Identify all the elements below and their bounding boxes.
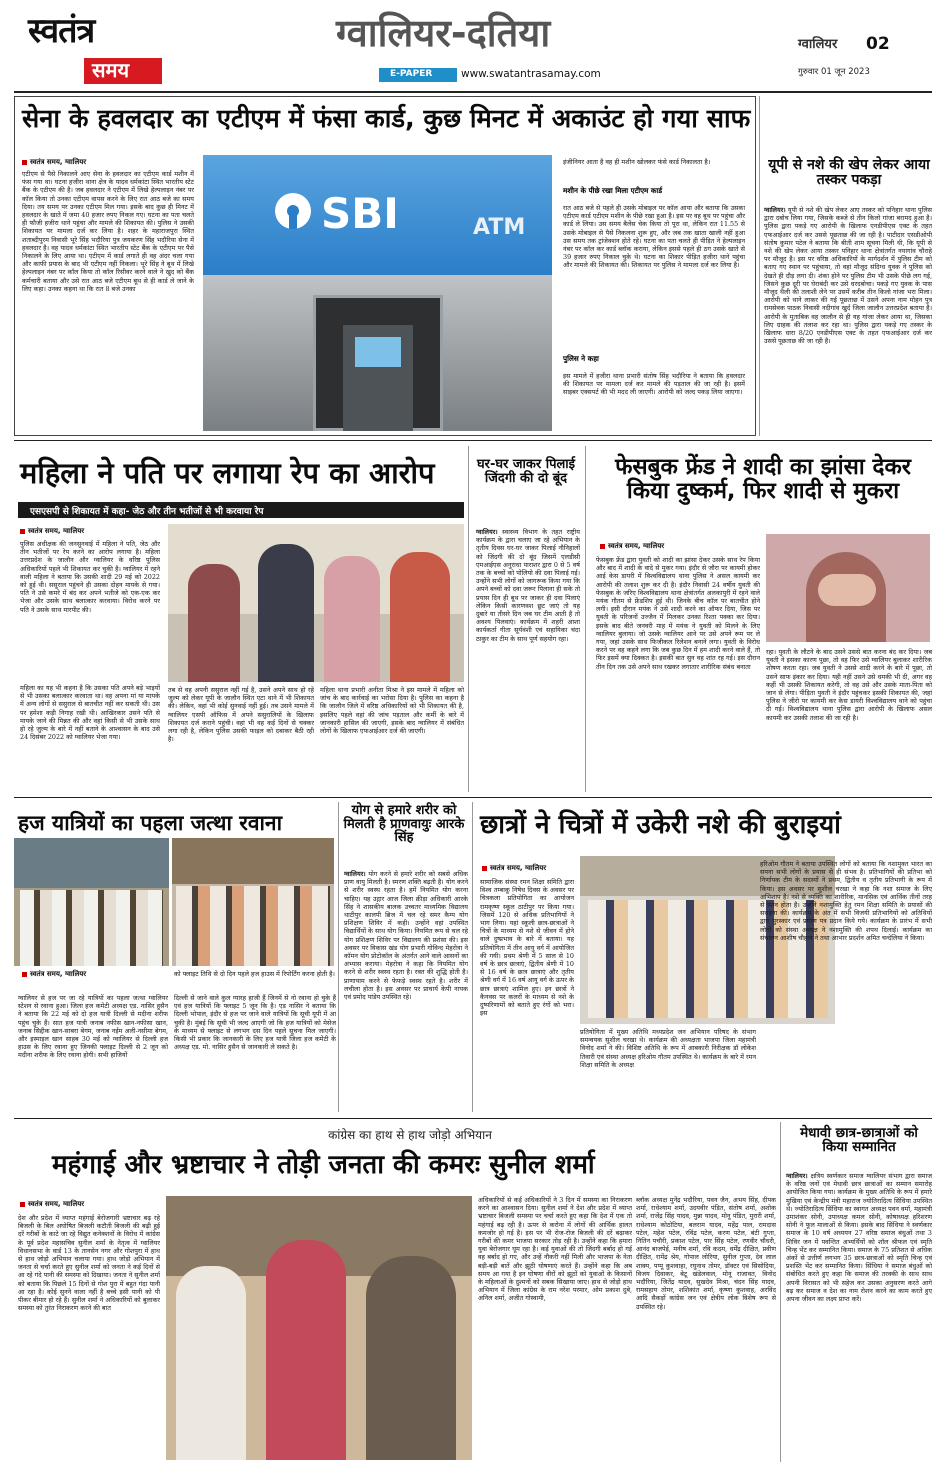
section-rule-2 <box>14 797 932 798</box>
yoga-text <box>344 870 468 1110</box>
story-atm-col1: एटीएम से पैसे निकालने आए सेना के हवलदार का एटीएम कार्ड मशीन में फंस गया था। घटना हजीरा थाना क्षेत्र के यादव धर्मकांटा स्थित भारतीय स्टेट बैंक के एटीएम की है। जब हवलदार ने एटीएम में लिखे हेल्पलाइन नंबर पर कॉल किया तो उनका एटीएम वापस करने के लिए रात आठ बजे का समय दिया। तय समय पर उनका एटीएम मिल गया। इसके बाद कुछ ही मिनट में हवलदार के खाते में जमा 40 हजार रुपए निकल गए। घटना का पता चलते ही फौजी हजीरा थाने पहुंचा और मामले की शिकायत की। पुलिस ने उसकी शिकायत पर मामला दर्ज कर लिया है। शहर के महाराजपुरा स्थित शताब्दीपुरम निवासी भूरे सिंह भदौरिया पुत्र जयकरण सिंह भदौरिया सेना में हवलदार है। वह यादव धर्मकांटा स्थित भारतीय स्टेट बैंक के एटीएम पर पैसे निकालने के लिए आया था। एटीएम में कार्ड लगाते ही वह अंदर चला गया और काफी प्रयास के बाद भी एटीएम नहीं निकला। भूरे सिंह ने बूथ में लिखे हेल्पलाइन नंबर पर कॉल किया तो कॉल रिसीवर करने वाले ने खुद को बैंक कर्मचारी बताया और उसे रात आठ बजे एटीएम बूथ से ही कार्ड ले जाने के लिए कहा। उनका कहना था कि रात 8 बजे उनका <box>22 170 194 293</box>
story-congress-col1: देश और प्रदेश में व्याप्त महंगाई बेरोजगारी भ्रष्टाचार बढ़ रहे बिजली के बिल अघोषित बिजली कटौती बिजली की बढ़ी हुई दरें गरीबों के काटे जा रहे विद्युत कनेक्शनों के विरोध में कांग्रेस के पूर्व प्रदेश महासचिव सुनील शर्मा के नेतृत्व में ग्वालियर विधानसभा के वार्ड 13 के तानसेन नगर और गोशपुरा में हाथ से हाथ जोड़ो अभियान चलाया गया। हाथ जोड़ो अभियान में जनता से चर्चा करते हुए सुनील शर्मा को जनता ने कई दिनों से आ रहे गंदे पानी की समस्या को दिखाया। जनता ने सुनील शर्मा को बताया कि पिछले 15 दिनों से गोश पुरा में बहुत गंदा पानी आ रहा है। कोई सुनने वाला नहीं है बच्चे इसी पानी को पी पीकर बीमार हो रहे हैं। सुनील शर्मा ने अधिकारियों को बुलाकर समस्या को तुरंत निराकरण करने की बात <box>18 1214 160 1313</box>
sbi-logo-text: SBI <box>321 189 399 238</box>
photo-person-3 <box>324 556 380 682</box>
logo-top: स्वतंत्र <box>28 11 95 51</box>
masthead <box>14 10 932 88</box>
story-fb-col1: फेसबुक फ्रेंड द्वारा युवती को शादी का झांसा देकर उसके साथ रेप किया और बाद में शादी के वादे से मुकर गया। इंदौर से जौरा पर कायमी होकर आई केस डायरी में विश्वविद्यालय थाना पुलिस ने असल कायमी कर आरोपी की तलाश शुरू कर दी है। इंदौर निवासी 24 वर्षीय युवती की फेसबुक के जरिए विश्वविद्यालय थाना क्षेत्रांतर्गत अलकापुरी में रहने वाले मयंक गौतम से फ्रेंडशिप हुई थी। जिनके बीच कॉल पर बातचीत होने लगी। इसी दौरान मयंक ने उसे शादी करने का ऑफर दिया, जिस पर युवती के परिजनों उज्जैन में मिलकर उनका रिश्ता पक्का कर दिया। इसके बाद बीते जनवरी माह में मयंक ने युवती को मिलने के लिए ग्वालियर बुलाया। जो उसके ग्वालियर आने पर उसे अपने रूम पर ले गया, जहां उसके साथ फिजीकल रिलेशन बनाने लगा। युवती के विरोध करने पर वह कहने लगा कि जब कुछ दिन में हम शादी करने वाले हैं, तो फिर इसमें क्या दिक्कत है। इसकी बात सुन वह शांत रह गई। इस दौरान तीन दिन तक उसे अपने साथ रखकर लगातार शारीरिक संबंध बनाता <box>596 556 760 671</box>
story-woman-col3: महिला थाना प्रभारी अनीता मिश्रा ने इस मामले में महिला को जांच के बाद कार्रवाई का भरोसा दिया है। पुलिस का कहना है कि जालौन जिले में वरिष्ठ अधिकारियों को भी शिकायत की है, इसलिए पहले वहां की जांच पड़ताल और कर्मी के बारे में जानकारी हासिल की जाएगी, इसके बाद ग्वालियर में संबंधित लोगों के खिलाफ एफआईआर दर्ज की जाएगी। <box>320 686 464 736</box>
story-congress-col2: अधिकारियों से कई अधिकारियों ने 3 दिन में समस्या का निराकरण करने का आश्वासन दिया। सुनील शर्मा ने देश और प्रदेश में व्याप्त भ्रष्टाचार बिजली समस्या पर चर्चा करते हुए कहा कि देश में एक तो महंगाई बढ़ रही है। ऊपर से करोना में लोगों की आर्थिक हालत कमजोर हो गई है। इस पर भी रोज-रोज बिजली की दरें बढ़ाकर गरीबों की कमर भाजपा सरकार तोड़ रही है। उन्होंने कहा कि हमारा युवा बेरोजगार घूम रहा है। कई युवाओं की तो जिंदगी बर्बाद हो गई वह बर्बाद हो गए, और उन्हें नौकरी नहीं मिली और भाजपा के नेता बड़ी-बड़ी बातें और झूठी घोषणाएं करते हैं। उन्होंने कहा कि अब समय आ गया है इन घोषणा वीरों को झूठों को युवाओं के किसानों के महिलाओं के दुश्मनों को सबक सिखाया जाए। हाथ से जोड़ो हाथ अभियान में जिला कांग्रेस के राम नरेश परमार, ओम प्रकाश दुबे, अनिल शर्मा, अजीत गोस्वामी, <box>478 1196 632 1303</box>
photo-man-right <box>366 1256 456 1460</box>
yoga-body: योग करने से हमारे शरीर को सबसे अधिक प्राण वायु मिलती है। स्मरण शक्ति बढ़ती है। योग करने से शरीर स्वस्थ रहता है। हमें नियमित योग करना चाहिए। यह उद्गार आज जिला क्रीड़ा अधिकारी आरके सिंह ने शासकीय बालक उच्चतर माध्यमिक विद्यालय थाटीपुर कालपी ब्रिज में चल रहे समर कैम्प योग प्रशिक्षण शिविर में कही। उन्होंने वहां उपस्थित विद्यार्थियों के साथ योग किया। नियमित रूप से चल रहे योग प्रशिक्षण शिविर पर विद्यालय की प्रशंसा की। इस अवसर पर विकास खंड योग प्रभारी गोविन्द मेहरोत्रा ने कॉमन योग प्रोटोकॉल के अंतर्गत आने वाले आसनों का अभ्यास कराया। मेहरोत्रा ने कहा कि नियमित योग करने से शरीर स्वस्थ रहता है। रक्त की शुद्धि होती है। प्राणायाम करने से फेफड़े स्वस्थ रहते है। शरीर में लचीला होता है। इस अवसर पर प्राचार्य केपी नायक एवं प्रमोद पांडेय उपस्थित रहे। <box>344 870 468 1002</box>
photo-crowd <box>20 890 163 966</box>
sbi-logo-icon <box>275 193 311 229</box>
story-paint-headline: छात्रों ने चित्रों में उकेरी नशे की बुराइयां <box>480 810 841 840</box>
sidebar-drug-byline: ग्वालियर। <box>764 206 786 214</box>
haj-train-photo <box>172 838 334 966</box>
story-woman-col2: तब से वह अपनी ससुराल नहीं गई है, उसने अपने साथ हो रहे जुल्म को लेकर यूपी के जालौन स्थित एटा थाने में भी शिकायत की। लेकिन, वहां भी कोई सुनवाई नहीं हुई। तब उसने मामले में ग्वालियर एसपी ऑफिस में अपने ससुरालियों के खिलाफ शिकायत दर्ज कराने पहुंची। वहां भी वह कई दिनों से चक्कर लगा रही है, लेकिन पुलिस उसकी फाइल को दबाकर बैठी रही है। <box>168 686 314 744</box>
story-atm-subhead2: पुलिस ने कहा <box>563 354 599 363</box>
story-haj-headline: हज यात्रियों का पहला जत्था रवाना <box>18 811 283 835</box>
polio-divider-right <box>585 446 586 792</box>
photo-hands <box>818 574 876 606</box>
story-atm-col2b: रात आठ बजे से पहले ही उसके मोबाइल पर कॉल आया और बताया कि उसका एटीएम कार्ड एटीएम मशीन के पीछे रखा हुआ है। इस पर वह बूथ पर पहुंचा और कार्ड ले लिया। उस समय बैलेंस चेक किया तो पूरा था, लेकिन रात 11.55 से उसके मोबाइल से पैसे निकलना शुरू हुए, और जब तक खाता खाली नहीं हुआ उस समय तक ट्रांजेक्शन होते रहे। घटना का पता चलते ही पीड़ित ने हेल्पलाइन नंबर पर कॉल कर कार्ड ब्लॉक कराया, लेकिन इससे पहले ही ठग उसके खाते से 39 हजार रुपए निकाल चुके थे। घटना का शिकार पीड़ित हजीरा थाने पहुंचा और मामले की शिकायत की। शिकायत पर पुलिस ने मामला दर्ज कर लिया है। <box>563 204 745 270</box>
story-atm-subhead1: मशीन के पीछे रखा मिला एटीएम कार्ड <box>563 186 663 195</box>
sidebar-drug-text <box>764 206 932 432</box>
photo-person-4 <box>390 552 450 682</box>
section-rule-3 <box>14 1118 932 1119</box>
polio-byline: ग्वालियर। <box>476 528 498 536</box>
story-woman-headline: महिला ने पति पर लगाया रेप का आरोप <box>20 456 435 490</box>
story-congress-byline: स्वतंत्र समय, ग्वालियर <box>20 1200 84 1209</box>
polio-divider-left <box>468 446 469 792</box>
story-fb-byline: स्वतंत्र समय, ग्वालियर <box>600 542 664 551</box>
story-woman-col1a: पुलिस अधीक्षक की जनसुनवाई में महिला ने पति, जेठ और तीन भतीजों पर रेप करने का आरोप लगाया है। महिला उत्तरप्रदेश के जालौन और ग्वालियर के वरिष्ठ पुलिस अधिकारियों पहले भी शिकायत कर चुकी है। ग्वालियर में रहने वाली महिला ने बताया कि उसकी शादी 29 मई को 2022 को हुई थी। ससुराल पहुंचने ही उसका दोहन मायके से गया। पति ने उसे कमरे में बंद कर अपने भतीजे को एक-एक कर भेजा और उसके साथ बलात्कार करवाया। विरोध करने पर पति ने उसके साथ मारपीट की। <box>20 540 160 614</box>
issue-date: गुरुवार 01 जून 2023 <box>798 67 870 77</box>
haj-group-photo <box>14 838 169 966</box>
masthead-rule <box>14 91 932 93</box>
sidebar-merit-body: क्षत्रिय स्वर्णकार समाज ग्वालियर संभाग द्वारा समाज के वरिष्ठ जनों एवं मेधावी छात्र छात्राओं का सम्मान समारोह आयोजित किया गया। कार्यक्रम के मुख्य अतिथि के रूप में हमारे मुखिया एवं केन्द्रीय मंत्री महाराज ज्योतिरादित्य सिंधिया उपस्थित थे। ज्योतिरादित्य सिंधिया का स्वागत अध्यक्ष पवन वर्मा, महामंत्री उमाशंकर सोनी, उपाध्यक्ष कमल सोनी, कोषाध्यक्ष हरिशरण सोनी ने फूल मालाओं से किया। इसके बाद सिंधिया ने स्वर्णकार समाज के 10 वर्ष अध्ययन 27 वरिष्ठ समाज बंधुओं तथा 3 शिविर जन में पवन्तित अभ्यर्थियों को शॉल श्रीफल एवं स्मृति चिन्ह भेंट कर सम्मानित किया। समाज के 75 प्रतिशत से अधिक अंकों से उत्तीर्ण लगभग 35 छात्र-छात्राओं को स्मृति चिन्ह एवं प्रशस्ति भेंट कर सम्मानित किया। सिंधिया ने समाज बंधुओं को संबोधित करते हुए कहा कि समाज की तरक्की के साथ साथ अपनी विरासत को भी सहेज कर उसका अनुसरण करते आगे बढ़ कर समाज व देश का नाम रोशन करने का काम करते हुए अपना जीवन का लक्ष्य प्राप्त करें। <box>786 1172 932 1304</box>
website-link[interactable]: www.swatantrasamay.com <box>461 68 601 80</box>
photo-woman-sari <box>266 1240 346 1460</box>
yoga-headline: योग से हमारे शरीर को मिलती है प्राणवायुः आरके सिंह <box>343 803 465 846</box>
story-haj-col2a: को फ्लाइट तिथि से दो दिन पहले हज हाउस में रिपोर्टिंग करना होती है। <box>174 970 335 978</box>
photo-person-2 <box>258 544 314 682</box>
story-atm-byline: स्वतंत्र समय, ग्वालियर <box>22 158 86 167</box>
story-woman-byline: स्वतंत्र समय, ग्वालियर <box>20 527 84 536</box>
sidebar-drug-divider <box>759 96 760 436</box>
fb-victim-photo <box>766 534 930 642</box>
story-atm-col2a: इंजीनियर आता है वह ही मशीन खोलकर फंसे कार्ड निकालता है। <box>563 158 711 166</box>
atm-sign-text: ATM <box>473 215 526 240</box>
story-haj-col1: ग्वालियर से हज पर जा रहे यात्रियों का पहला जत्था ग्वालियर स्टेशन से रवाना हुआ। जिला हज कमेटी अध्यक्ष एड. नासिर हुसैन ने बताया कि 22 मई को दो हज यात्री दिल्ली से मदीना शरीफ पहुंच चुके हैं। सात हज यात्री जनाब नफीस खान-नफीसा खान, जनाब सिद्दीक खान-साबरा बेगम, जनाब नईम अली-नसीमा बेगम, और इस्माइल खान साहब 30 मई को ग्वालियर से दिल्ली हज हाउस के लिए रवाना हुए जिनकी फ्लाइट दिल्ली से 2 जून को मदीना शरीफ के लिए रवाना होगी। सभी हाजियों <box>18 994 168 1060</box>
yoga-byline: ग्वालियर। <box>344 870 366 878</box>
polio-text <box>476 528 580 790</box>
logo <box>28 11 188 84</box>
sbi-atm-photo <box>203 155 552 431</box>
sidebar-merit-headline: मेधावी छात्र-छात्राओं को किया सम्मानित <box>800 1125 918 1156</box>
story-paint-byline: स्वतंत्र समय, ग्वालियर <box>482 864 546 873</box>
epaper-label: E-PAPER <box>390 69 433 79</box>
logo-bottom: समय <box>92 58 130 82</box>
story-fb-headline: फेसबुक फ्रेंड ने शादी का झांसा देकर किया दुष्कर्म, फिर शादी से मुकरा <box>615 454 911 504</box>
sidebar-merit-byline: ग्वालियर। <box>786 1172 808 1180</box>
story-haj-byline: स्वतंत्र समय, ग्वालियर <box>22 970 86 979</box>
edition-city: ग्वालियर <box>798 37 838 52</box>
polio-body: स्वास्थ्य विभाग के तहत राष्ट्रीय कार्यक्रम के द्वारा चलाए जा रहे अभियान के तृतीय दिवस घर-घर जाकर पिलाई नौनिहालों को जिंदगी की दो बूंद जिसमें एलडीसी एमआईएस अनुराधा पाराशर द्वारा 0 से 5 वर्ष तक के बच्चों को पोलियो की दवा पिलाई गई। उन्होंने सभी लोगों को जागरूक किया गया कि अपने बच्चों को दवा जरूर पिलाना ही सके तो प्रयास दिन ही बूथ पर जाकर ही दवा पिलाएं लेकिन किसी कारणवश छूट जाएं तो यह दुबारे या तीसरे दिन जब घर टीम आती है तो अवश्य पिलवाएं। कार्यक्रम में शहरी आशा कार्यकर्ता गीता सूर्यवंशी एवं सहायिका चंदा ठाकुर का टीम के साथ पूर्ण सहयोग रहा। <box>476 528 580 643</box>
sidebar-merit-text <box>786 1172 932 1460</box>
sidebar-merit-divider <box>780 1122 781 1462</box>
story-woman-subheadline: एसएसपी से शिकायत में कहा- जेठ और तीन भतीजों से भी करवाया रेप <box>30 507 264 517</box>
woman-complaint-photo <box>168 524 464 682</box>
story-paint-col2: प्रतियोगिता में मुख्य अतिथि मध्यप्रदेश जन अभियान परिषद के संभाग समन्वयक सुशील चरखा थे। कार्यक्रम की अध्यक्षता भाजपा जिला महामंत्री विनोद शर्मा ने की। विशिष्ट अतिथि के रूप में आबकारी निरीक्षक डॉ लोकेश तिवारी एवं संस्था अध्यक्ष हरिओम गौतम उपस्थित थे। कार्यक्रम के बारे में रमन शिक्षा समिति के अध्यक्ष <box>580 1028 756 1069</box>
sidebar-drug-headline: यूपी से नशे की खेप लेकर आया तस्कर पकड़ा <box>768 157 930 188</box>
sidebar-drug-body: यूपी से नशे की खेप लेकर आए तस्कर को पनिहार थाना पुलिस द्वारा दबोच लिया गया, जिसके कब्जे से तीन किलो गांजा बरामद हुआ है। पुलिस द्वारा पकड़े गए आरोपी के खिलाफ एनडीपीएस एक्ट के तहत एफआईआर दर्ज कर उससे पूछताछ की जा रही है। पाटीदार एसडीओपी संतोष कुमार पटेल ने बताया कि बीती शाम सूचना मिली थी, कि यूपी से नशे की खेप लेकर आया तस्कर पनिहार थाना क्षेत्रांतर्गत नयागांव चौराहे पर मौजूद है। इस पर वरिष्ठ अधिकारियों के मार्गदर्शन में पुलिस टीम को बताए गए स्थान पर पहुंचाया, तो वहां मौजूद संदिग्ध युवक ने पुलिस को देखते ही दौड़ लगा दी। शंका होने पर पुलिस टीम भी उसके पीछे लग गई, जिसने कुछ दूरी पर घेराबंदी कर उसे धरदबोचा। पकड़े गए युवक के पास मौजूद थैली की तलाशी लेने पर उसमें करीब तीन किलो गांजा भरा मिला। आरोपी को थाने लाकर की गई पूछताछ में उसने अपना नाम मोहन पुत्र रामसेवक पाठक निवासी नदीगांव खुर्द जिला जालौन उत्तरप्रदेश बताया है। आरोपी के मुताबिक वह जालौन से ही यह गांजा लेकर आया था, जिसका लिए ग्राहक की तलाश कर रहा था। पुलिस द्वारा पकड़े गए तस्कर के खिलाफ धारा 8/20 एनडीपीएस एक्ट के तहत एफआईआर दर्ज कर उससे पूछताछ की जा रही है। <box>764 206 932 346</box>
story-congress-headline: महंगाई और भ्रष्टाचार ने तोड़ी जनता की कमरः सुनील शर्मा <box>52 1150 595 1180</box>
edition-title: ग्वालियर-दतिया <box>336 11 551 55</box>
story-woman-col1b: महिला का यह भी कहना है कि उसका पति अपने बड़े भाइयों से भी उसका बलात्कार करवाता था। वह अपना मां या मायके में अन्य लोगों से ससुराल से बातचीत नहीं कर सकती थी। उस पर हमेशा कड़ी निगाह रखी थी। आखिरकार उसने पति से मायके जाने की मिन्नत की और वहां किसी से भी उसके साथ हो रहे जुल्म के बारे में नहीं बताने के आश्वासन के बाद उसे 24 दिसंबर 2022 को ग्वालियर भेजा गया। <box>20 684 160 742</box>
polio-headline: घर-घर जाकर पिलाई जिंदगी की दो बूंद <box>476 457 576 486</box>
yoga-divider-right <box>472 802 473 1112</box>
photo-passengers <box>176 886 330 966</box>
story-congress-kicker: कांग्रेस का हाथ से हाथ जोड़ो अभियान <box>328 1128 492 1142</box>
congress-campaign-photo <box>166 1196 472 1460</box>
story-haj-col2b: दिल्ली से जाने वाले कुल ग्यारह हाजी हैं जिनमें से नो रवाना हो चुके हैं एवं हज यात्रियों कि फ्लाइट 5 जून कि है। एड नासिर ने बताया कि दिल्ली भोपाल, इंदौर से हज पर जाने वाले यात्रियों कि सूची यूपी में आ चुकी है। मुंबई कि सूची भी जल्द आएगी जो कि हज यात्रियों को मेसेज के माध्यम से फ्लाइट से लगभग दस दिन पहले सूचना मिल जाएगी। किसी भी प्रकार कि जानकारी के लिए हज यात्री जिला हज कमेटी के अध्यक्ष एड. मो. नासिर हुसैन से जानकारी ले सकते है। <box>174 994 336 1052</box>
story-fb-col2: रहा। युवती के लौटने के बाद उसने उससे बात करना बंद कर दिया। जब युवती ने इसका कारण पूछा, तो वह फिर उसे ग्वालियर बुलाकर शारीरिक शोषण करता रहा। जब युवती ने उससे शादी करने के बारे में पूछा, तो उसने साफ इंकार कर दिया। यही नहीं उसने उसे धमकी भी दी, अगर वह कहीं भी उसकी शिकायत करेगी, तो वह उसे और उसके माता-पिता को जान से लेगा। पीड़िता युवती ने इंदौर पहुंचकर इसकी शिकायत की, जहां पुलिस ने जीरो पर कायमी कर केस डायरी विश्वविद्यालय थाने को पहुंचा दी गई। विश्वविद्यालय थाना पुलिस द्वारा आरोपी के खिलाफ असल कायमी कर उसकी तलाश की जा रही है। <box>766 648 932 722</box>
story-congress-col3: ब्लॉक अध्यक्ष मुनेंद्र भदौरिया, पवन जैन, अभय सिंह, दीपक शर्मा, राधेश्याम शर्मा, उदयवीर पंडित, संतोष शर्मा, अशोक शर्मा, राजेंद्र सिंह यादव, मुन्ना यादव, मोनू पंडित, मुरारी शर्मा, राधेश्याम कोठोटिया, बलराम यादव, महेंद्र पाल, रामदास पटेल, महेश पटेल, रविंद्र पटेल, करण पटेल, बंटी गुप्ता, नितिन पचौरी, प्रकाश पटेल, पार सिंह पटेल, रणवीर चौधरी, आनंद बाजपेई, मनीष शर्मा, रवि कदम, धर्मेंद्र दीक्षित, प्रवीण दीक्षित, रामेंद्र श्रेय, गोपाल लोरिया, सुनील गुप्ता, देव लाल शाक्य, पप्पू कुशवाहा, रघुनाथ तोमर, डॉक्टर एवं सिसोदिया, विजय दिवाकर, बेटू खंडेलवाल, मोनू राजावत, विनोद भदौरिया, जितेंद्र यादव, सुखदेव मिश्रा, चंदन सिंह यादव, रामसहाय तोमर, शशिकांत शर्मा, कृष्णा कुशवाह, अरविंद आदि सैकड़ों कांग्रेस जन एवं क्षेत्रीय लोक विशेष रूप से उपस्थित रहे। <box>636 1196 776 1311</box>
story-paint-col3: हरिओम गौतम ने बताया उपस्थित लोगों को बताया कि नशामुक्त भारत का सपना सभी लोगों के प्रयास से ही संभव है। प्रतिभागियों की प्रतिभा को निर्णायक टीम के सदस्यों ने प्रथम, द्वितीय व तृतीय प्रतिभागी के रूप में किया। इस अवसर पर सुशील चरखा ने कहा कि नशा समाज के लिए अभिशाप है। नशे से व्यक्ति का शारीरिक, मानसिक एवं आर्थिक तीनों तरह से पतन होता है। उन्होंने नशामुक्ति हेतु रमन शिक्षा समिति के प्रयासों की सराहना की। कार्यक्रम के अंत में सभी विजयी प्रतिभागियों को अतिथियों द्वारा पुरस्कार एवं प्रमाण पत्र प्रदान किये गये। कार्यक्रम के प्रारंभ में सभी लोगों को संस्था अध्यक्ष ने नशामुक्ति की शपथ दिलाई। कार्यक्रम का संचालन आशीष चौहान ने तथा आभार प्रदर्शन अमित चन्देलिया ने किया। <box>760 860 932 942</box>
atm-screen <box>355 337 401 367</box>
story-atm-headline: सेना के हवलदार का एटीएम में फंसा कार्ड, कुछ मिनट में अकाउंट हो गया साफ <box>22 104 751 134</box>
story-paint-col1: सामाजिक संस्था रमन शिक्षा समिति द्वारा विश्व तम्बाकू निषेध दिवस के अवसर पर चित्रकला प्रतियोगिता का आयोजन रामकृष्ण स्कूल ठाटीपुर पर किया गया। जिसमें 120 से अधिक प्रतिभागियों ने भाग लिया। यहां स्कूली छात्र-छात्राओं ने चित्रों के माध्यम से नशे से जीवन में होने वाले दुष्प्रभाव के बारे में बताया। यह प्रतियोगिता में तीन आयु वर्ग में आयोजित की गयी। प्रथम श्रेणी में 5 साल से 10 वर्ष के छात्र छात्राएं, द्वितीय श्रेणी में 10 से 16 वर्ष के छात्र छात्राएं और तृतीय श्रेणी वर्ग में 16 वर्ष आयु वर्ग के ऊपर के छात्र छात्राएं शामिल हुए। इन छात्रों ने कैनवस पर कलरों के माध्यम से नशे के दुष्परिणामों को बताते हुए रंगों को भरा। इस <box>480 878 574 1018</box>
section-rule-1 <box>14 440 932 441</box>
story-atm-col2c: इस मामले में हजीरा थाना प्रभारी संतोष सिंह भदौरिया ने बताया कि हवलदार की शिकायत पर मामला दर्ज कर मामले की पड़ताल की जा रही है। इसमें साइबर एक्सपर्ट की भी मदद ली जाएगी। आरोपी को जल्द पकड़ लिया जाएगा। <box>563 372 745 397</box>
page-number: 02 <box>866 34 890 54</box>
yoga-divider-left <box>338 802 339 1112</box>
photo-man-white <box>176 1266 246 1460</box>
photo-person-1 <box>188 564 240 682</box>
